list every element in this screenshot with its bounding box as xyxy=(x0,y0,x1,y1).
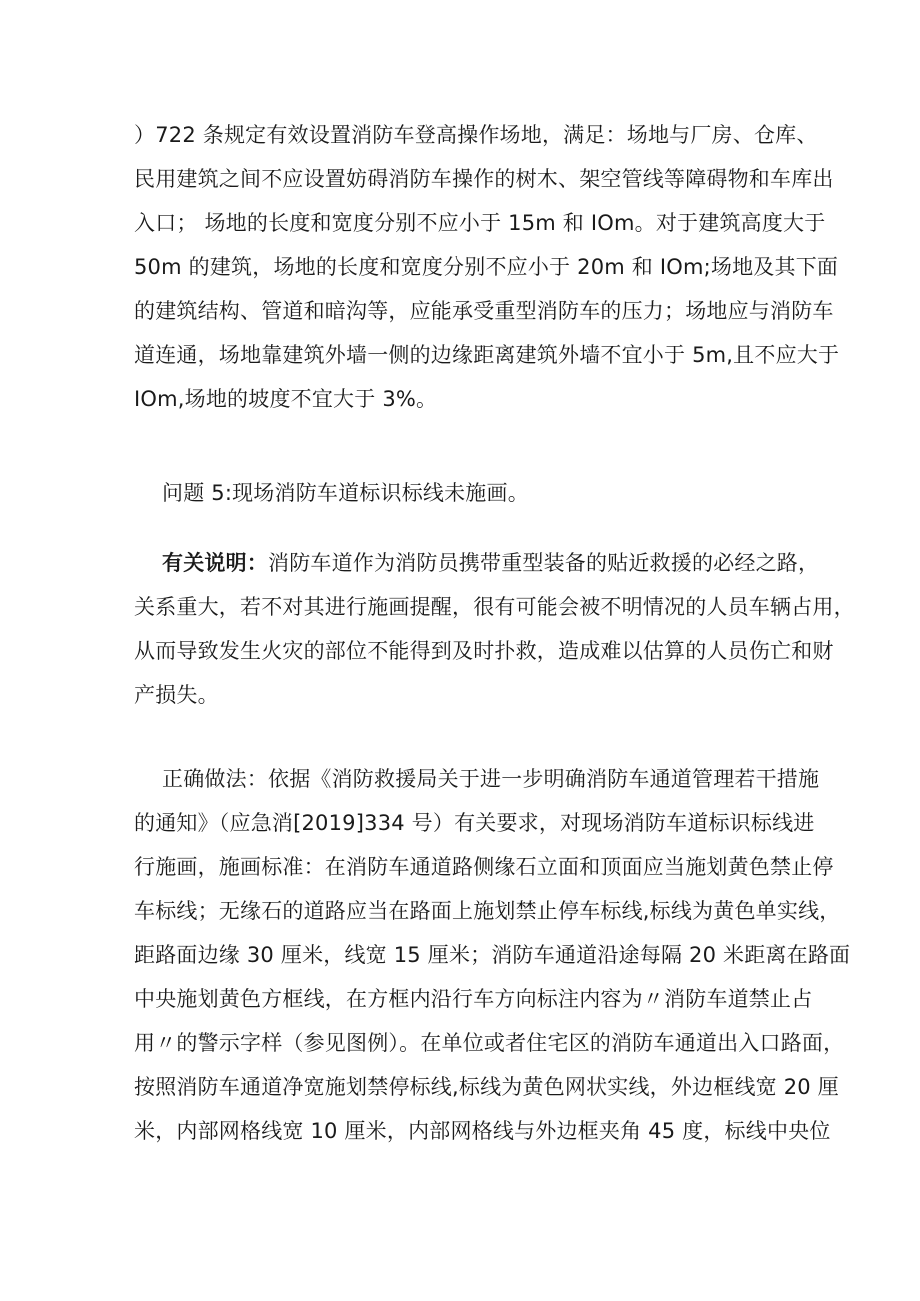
text-line: 民用建筑之间不应设置妨碍消防车操作的树木、架空管线等障碍物和车库出 xyxy=(134,167,834,191)
text-line: 从而导致发生火灾的部位不能得到及时扑救，造成难以估算的人员伤亡和财 xyxy=(134,639,834,663)
text-line: 行施画，施画标准：在消防车通道路侧缘石立面和顶面应当施划黄色禁止停 xyxy=(134,855,834,879)
paragraph-related-explanation xyxy=(134,541,855,717)
text-line: 按照消防车通道净宽施划禁停标线,标线为黄色网状实线，外边框线宽 20 厘 xyxy=(134,1075,839,1099)
text-line: 的建筑结构、管道和暗沟等，应能承受重型消防车的压力；场地应与消防车 xyxy=(134,299,834,323)
explanation-text: 消防车道作为消防员携带重型装备的贴近救援的必经之路， xyxy=(268,551,820,575)
text-line: 关系重大，若不对其进行施画提醒，很有可能会被不明情况的人员车辆占用， xyxy=(134,595,855,619)
text-line: 正确做法：依据《消防救援局关于进一步明确消防车通道管理若干措施 xyxy=(162,767,820,791)
text-line: IOm,场地的坡度不宜大于 3%。 xyxy=(134,387,438,411)
text-line: 道连通，场地靠建筑外墙一侧的边缘距离建筑外墙不宜小于 5m,且不应大于 xyxy=(134,343,840,367)
text-line: 50m 的建筑，场地的长度和宽度分别不应小于 20m 和 IOm;场地及其下面 xyxy=(134,255,839,279)
text-line: 车标线；无缘石的道路应当在路面上施划禁止停车标线,标线为黄色单实线， xyxy=(134,899,841,923)
text-line: 产损失。 xyxy=(134,683,219,707)
text-line: 距路面边缘 30 厘米，线宽 15 厘米；消防车通道沿途每隔 20 米距离在路面 xyxy=(134,943,851,967)
text-line: ）722 条规定有效设置消防车登高操作场地，满足：场地与厂房、仓库、 xyxy=(134,123,818,147)
text-line: 的通知》（应急消[2019]334 号）有关要求，对现场消防车道标识标线进 xyxy=(134,811,815,835)
issue-heading: 问题 5:现场消防车道标识标线未施画。 xyxy=(162,481,529,505)
text-line: 用〃的警示字样（参见图例）。在单位或者住宅区的消防车通道出入口路面， xyxy=(134,1031,845,1055)
text-line: 米，内部网格线宽 10 厘米，内部网格线与外边框夹角 45 度，标线中央位 xyxy=(134,1119,831,1143)
text-line: 中央施划黄色方框线，在方框内沿行车方向标注内容为〃消防车道禁止占 xyxy=(134,987,813,1011)
paragraph-fire-truck-operation-site xyxy=(134,113,840,421)
paragraph-correct-practice xyxy=(134,757,851,1153)
text-line: 入口； 场地的长度和宽度分别不应小于 15m 和 IOm。对于建筑高度大于 xyxy=(134,211,826,235)
explanation-label: 有关说明： xyxy=(162,551,268,575)
paragraph-issue-5-heading xyxy=(134,471,794,515)
text-line xyxy=(134,541,820,585)
